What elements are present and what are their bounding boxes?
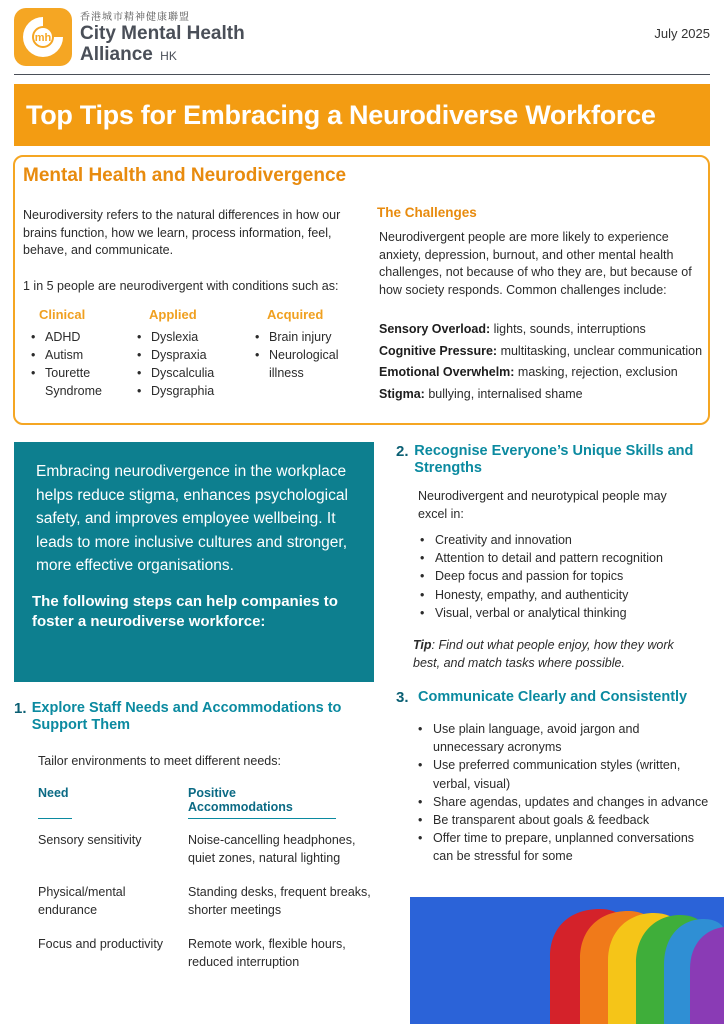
list-item: • Share agendas, updates and changes in advance [418,793,710,811]
table-row [38,935,383,971]
challenge-item [379,362,704,384]
challenge-text: lights, sounds, interruptions [490,322,646,336]
rainbow-heads-image [410,897,724,1024]
list-item: • Be transparent about goals & feedback [418,811,710,829]
tip-text: : Find out what people enjoy, how they work best, and match tasks where possible. [413,638,674,670]
challenges-title: The Challenges [377,205,477,220]
column-header-need: Need [38,786,72,819]
section-3-heading [396,689,706,706]
list-item: • Use plain language, avoid jargon and unnecessary acronyms [418,720,710,756]
challenge-item [379,384,704,406]
section-title: Communicate Clearly and Consistently [418,689,688,705]
list-item: • Creativity and innovation [420,531,705,549]
list-item: • Tourette Syndrome [31,364,141,400]
list-item: • Dyscalculia [137,364,247,382]
strengths-list [420,531,705,622]
mental-health-title: Mental Health and Neurodivergence [23,165,347,186]
table-header [38,786,383,819]
accommodation-cell: Standing desks, frequent breaks, shorter meetings [188,885,371,917]
callout-paragraph: Embracing neurodivergence in the workplace helps reduce stigma, enhances psychological safety, and improves employee wellbeing. It leads to more inclusive cultures and stronger, more effective organisations. [36,463,348,574]
accommodations-table [38,786,383,971]
challenge-item [379,319,704,341]
need-cell: Physical/mental endurance [38,885,126,917]
list-item: • Honesty, empathy, and authenticity [420,586,705,604]
challenge-item [379,341,704,363]
neurodivergent-ratio: 1 in 5 people are neurodivergent with conditions such as: [23,279,339,293]
neurodiversity-intro: Neurodiversity refers to the natural differences in how our brains function, how we learn, process information, feel, behave, and communicate. [23,208,341,257]
challenge-text: bullying, internalised shame [424,386,583,401]
section-number: 1. [14,700,27,717]
list-item: • Neurological illness [255,346,365,382]
section-title: Recognise Everyone’s Unique Skills and Strengths [414,443,694,476]
list-item: • Dysgraphia [137,382,247,400]
category-heading: Applied [149,307,197,322]
callout-box [14,442,374,682]
section-number: 3. [396,689,409,706]
section-number: 2. [396,443,409,460]
list-item: • Brain injury [255,328,365,346]
list-item: • Use preferred communication styles (written, verbal, visual) [418,756,710,792]
challenge-label: Stigma: [379,386,425,401]
section-2-intro: Neurodivergent and neurotypical people may excel in: [418,489,667,521]
accommodation-cell: Noise-cancelling headphones, quiet zones, natural lighting [188,833,356,865]
list-item: • Deep focus and passion for topics [420,567,705,585]
page-title: Top Tips for Embracing a Neurodiverse Workforce [26,99,656,130]
challenges-list [379,319,704,405]
challenge-label: Emotional Overwhelm: [379,365,515,379]
section-title: Explore Staff Needs and Accommodations to Support Them [31,700,342,733]
callout-bold-statement: The following steps can help companies to foster a neurodiverse workforce: [32,592,338,630]
list-item: • Dyspraxia [137,346,247,364]
list-item: • Dyslexia [137,328,247,346]
title-banner [14,84,710,146]
org-name-line2 [80,44,245,67]
header-divider [14,74,710,75]
challenge-text: masking, rejection, exclusion [514,365,678,379]
list-item: • Offer time to prepare, unplanned conversations can be stressful for some [418,829,710,865]
category-heading: Clinical [39,307,86,322]
list-item: • Attention to detail and pattern recognition [420,549,705,567]
mental-health-box [13,155,710,425]
publication-date: July 2025 [654,26,710,41]
tip-label: Tip [413,638,432,652]
organization-name [80,8,245,67]
communication-list [418,720,710,866]
org-name-line1: City Mental Health [80,23,245,44]
table-row [38,883,383,919]
org-name-alliance: Alliance [80,44,153,65]
challenges-intro: Neurodivergent people are more likely to experience anxiety, depression, burnout, and other mental health challenges, not because of who they are, but because of how society responds. Common challenges include: [379,230,692,297]
need-cell: Focus and productivity [38,937,164,951]
category-clinical [31,307,141,400]
page-header [14,6,710,74]
category-heading: Acquired [267,307,324,322]
section-1-heading [14,700,364,734]
section-2-heading [396,443,706,477]
accommodation-cell: Remote work, flexible hours, reduced interruption [188,937,346,969]
org-chinese-name: 香港城市精神健康聯盟 [80,12,190,23]
list-item: • Autism [31,346,141,364]
column-header-accommodations: Positive Accommodations [188,786,336,819]
category-applied [137,307,247,400]
need-cell: Sensory sensitivity [38,833,142,847]
challenge-text: multitasking, unclear communication [497,343,703,358]
org-region: HK [160,49,177,63]
category-acquired [255,307,365,382]
logo-glyph: mh [34,32,52,44]
list-item: • ADHD [31,328,141,346]
list-item: • Visual, verbal or analytical thinking [420,604,705,622]
table-row [38,831,383,867]
challenge-label: Cognitive Pressure: [379,343,498,358]
tip-note [413,636,703,672]
challenge-label: Sensory Overload: [379,322,491,336]
section-1-intro: Tailor environments to meet different needs: [38,754,281,768]
cmha-logo-icon [14,8,72,66]
